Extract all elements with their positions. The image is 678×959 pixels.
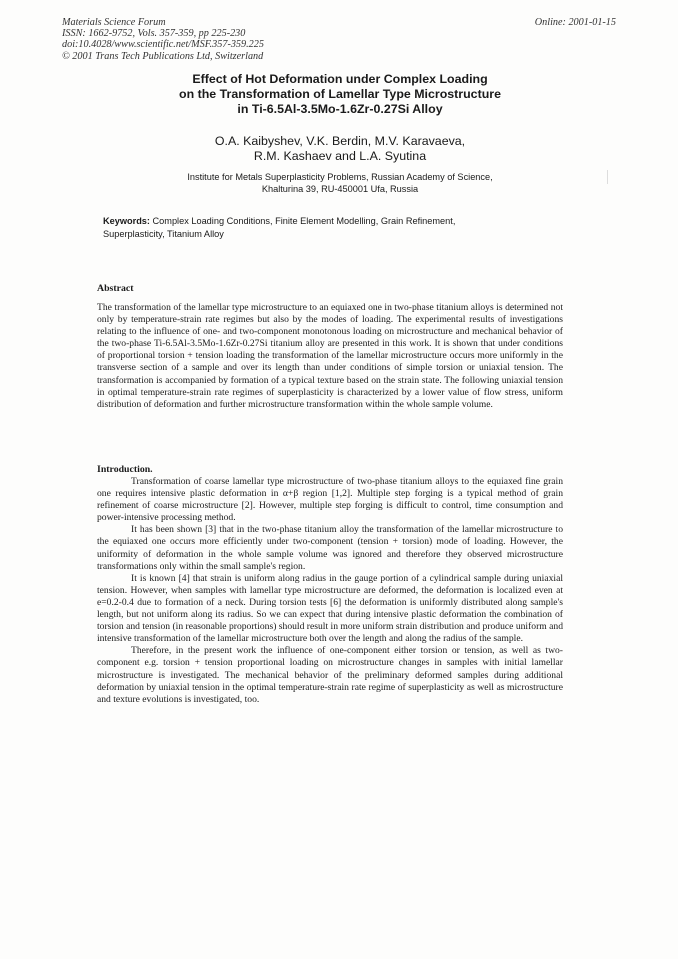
- online-date: Online: 2001-01-15: [534, 17, 616, 28]
- affiliation-line-2: Khalturina 39, RU-450001 Ufa, Russia: [261, 184, 419, 194]
- title-line-2: on the Transformation of Lamellar Type Microstructure: [179, 87, 501, 101]
- abstract-text: The transformation of the lamellar type microstructure to an equiaxed one in two-phase titanium alloys is determined not only by temperature-strain rate regimes but also by the modes of loading. The experimental results of investigations relating to the influence of one- and two-component monotonous loading on microstructure and mechanical behavior of the two-phase Ti-6.5Al-3.5Mo-1.6Zr-0.27Si titanium alloy are presented in this work. It is shown that under conditions of proportional torsion + tension loading the transformation of the lamellar microstructure occurs more uniformly in the transverse section of a sample and over its length than under conditions of simple torsion or uniaxial tension. The transformation is accompanied by formation of a typical texture based on the strain state. The following uniaxial tension in optimal temperature-strain rate regimes of superplasticity is characterized by a lower value of flow stress, uniform distribution of deformation and further microstructure transformation within the whole sample volume.: [97, 302, 563, 410]
- authors-line-1: O.A. Kaibyshev, V.K. Berdin, M.V. Karavaeva,: [214, 134, 466, 148]
- doi-line[interactable]: doi:10.4028/www.scientific.net/MSF.357-359.225: [62, 39, 264, 51]
- author-list: [100, 134, 580, 164]
- title-line-3: in Ti-6.5Al-3.5Mo-1.6Zr-0.27Si Alloy: [237, 102, 443, 116]
- abstract-heading: Abstract: [97, 283, 134, 294]
- keywords-label: Keywords:: [103, 216, 150, 226]
- introduction-body: [97, 476, 563, 706]
- intro-paragraph-3: It is known [4] that strain is uniform along radius in the gauge portion of a cylindrical sample during uniaxial tension. However, when samples with lamellar type microstructure are deformed, the deformation is localized even at e=0.2-0.4 due to formation of a neck. During torsion tests [6] the deformation is uniformly distributed along sample's length, but not uniform along its radius. So we can expect that during intensive plastic deformation the combination of torsion and tension (in reasonable proportions) should result in more uniform strain distribution and produce uniform and intensive transformation of the lamellar microstructure both over the length and along the radius of the sample.: [97, 572, 563, 645]
- copyright-line: © 2001 Trans Tech Publications Ltd, Switzerland: [62, 50, 264, 62]
- journal-name: Materials Science Forum: [62, 17, 166, 28]
- paper-title: [100, 72, 580, 117]
- title-line-1: Effect of Hot Deformation under Complex Loading: [192, 72, 488, 86]
- scan-mark: [607, 170, 608, 184]
- intro-paragraph-2: It has been shown [3] that in the two-phase titanium alloy the transformation of the lamellar microstructure to the equiaxed one occurs more efficiently under two-component (tension + torsion) mode of loading. However, the uniformity of deformation in the whole sample volume was ignored and therefore they observed microstructure transformations only within the small sample's region.: [97, 524, 563, 572]
- introduction-heading: Introduction.: [97, 464, 153, 475]
- affiliation: [120, 171, 560, 195]
- keywords-block: [103, 215, 503, 240]
- keywords-text: Complex Loading Conditions, Finite Element Modelling, Grain Refinement, Superplasticity, Titanium Alloy: [103, 216, 456, 239]
- abstract-body: [97, 302, 563, 411]
- intro-paragraph-1: Transformation of coarse lamellar type microstructure of two-phase titanium alloys to the equiaxed fine grain one requires intensive plastic deformation in α+β region [1,2]. Multiple step forging is a typical method of grain refinement of coarse microstructure [2]. However, multiple step forging is difficult to control, time consumption and power-intensive processing method.: [97, 476, 563, 524]
- affiliation-line-1: Institute for Metals Superplasticity Problems, Russian Academy of Science,: [187, 172, 493, 182]
- issn-line: ISSN: 1662-9752, Vols. 357-359, pp 225-230: [62, 28, 246, 40]
- intro-paragraph-4: Therefore, in the present work the influence of one-component either torsion or tension, as well as two-component e.g. torsion + tension proportional loading on microstructure changes in samples with initial lamellar microstructure is investigated. The mechanical behavior of the preliminary deformed samples during additional deformation by uniaxial tension in the optimal temperature-strain rate regime of superplasticity as well as microstructure and texture evolutions is investigated, too.: [97, 645, 563, 705]
- journal-header: [62, 17, 264, 62]
- authors-line-2: R.M. Kashaev and L.A. Syutina: [253, 149, 427, 163]
